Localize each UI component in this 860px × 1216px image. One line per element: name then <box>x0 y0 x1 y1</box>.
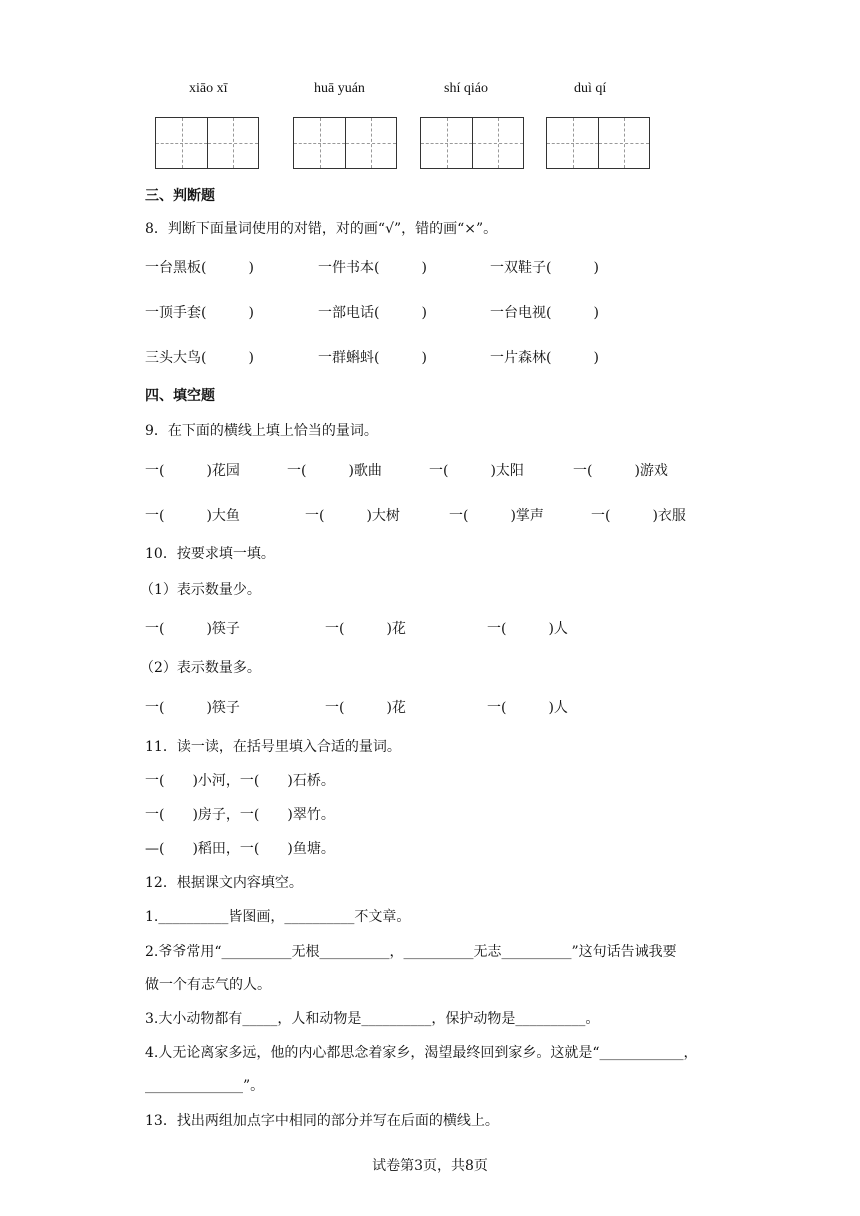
q8-item: 一双鞋子( ) <box>490 260 599 276</box>
q8-item: 一件书本( ) <box>318 260 427 276</box>
q8-item: 一部电话( ) <box>318 305 427 321</box>
section-heading-fill: 四、填空题 <box>145 388 215 404</box>
q8-item: 三头大鸟( ) <box>145 350 254 366</box>
q11-line: —( )稻田，一( )鱼塘。 <box>145 841 335 857</box>
q9-item: 一( )太阳 <box>429 463 524 479</box>
q10-item: 一( )筷子 <box>145 700 240 716</box>
q10-item: 一( )人 <box>487 621 568 637</box>
q8-item: 一台黑板( ) <box>145 260 254 276</box>
q9-item: 一( )花园 <box>145 463 240 479</box>
q9-item: 一( )歌曲 <box>287 463 382 479</box>
q8-item: 一台电视( ) <box>490 305 599 321</box>
q10-sub-2: （2）表示数量多。 <box>140 660 261 676</box>
pinyin-label-1: xiāo xī <box>189 81 228 96</box>
writing-grid-4[interactable] <box>546 117 650 169</box>
pinyin-label-3: shí qiáo <box>444 81 488 96</box>
q12-line: 2.爷爷常用“__________无根__________，__________无志__________”这句话告诫我要 <box>145 944 677 960</box>
q9-item: 一( )大树 <box>305 508 400 524</box>
q9-item: 一( )大鱼 <box>145 508 240 524</box>
question-8: 8．判断下面量词使用的对错，对的画“√”，错的画“×”。 <box>145 221 498 237</box>
q12-line: 做一个有志气的人。 <box>145 977 271 993</box>
question-10: 10．按要求填一填。 <box>145 546 275 562</box>
q12-line: 1.__________皆图画，__________不文章。 <box>145 909 411 925</box>
pinyin-label-4: duì qí <box>574 81 607 96</box>
q10-sub-1: （1）表示数量少。 <box>140 582 261 598</box>
q10-item: 一( )人 <box>487 700 568 716</box>
pinyin-label-2: huā yuán <box>314 81 365 96</box>
q8-item: 一群蝌蚪( ) <box>318 350 427 366</box>
q9-item: 一( )游戏 <box>573 463 668 479</box>
q10-item: 一( )花 <box>325 621 406 637</box>
writing-grid-1[interactable] <box>155 117 259 169</box>
q8-item: 一片森林( ) <box>490 350 599 366</box>
writing-grid-2[interactable] <box>293 117 397 169</box>
q12-line: ______________”。 <box>145 1078 265 1094</box>
question-11: 11．读一读，在括号里填入合适的量词。 <box>145 739 401 755</box>
writing-grid-3[interactable] <box>420 117 524 169</box>
question-13: 13．找出两组加点字中相同的部分并写在后面的横线上。 <box>145 1113 499 1129</box>
q12-line: 4.人无论离家多远，他的内心都思念着家乡，渴望最终回到家乡。这就是“____________， <box>145 1045 698 1061</box>
q9-item: 一( )掌声 <box>449 508 544 524</box>
question-9: 9．在下面的横线上填上恰当的量词。 <box>145 423 378 439</box>
section-heading-judgement: 三、判断题 <box>145 188 215 204</box>
q11-line: 一( )小河，一( )石桥。 <box>145 773 335 789</box>
q10-item: 一( )筷子 <box>145 621 240 637</box>
q12-line: 3.大小动物都有_____，人和动物是__________，保护动物是__________。 <box>145 1011 600 1027</box>
q11-line: 一( )房子，一( )翠竹。 <box>145 807 335 823</box>
q8-item: 一顶手套( ) <box>145 305 254 321</box>
q10-item: 一( )花 <box>325 700 406 716</box>
q9-item: 一( )衣服 <box>591 508 686 524</box>
question-12: 12．根据课文内容填空。 <box>145 875 303 891</box>
page-footer: 试卷第3页，共8页 <box>372 1158 488 1174</box>
